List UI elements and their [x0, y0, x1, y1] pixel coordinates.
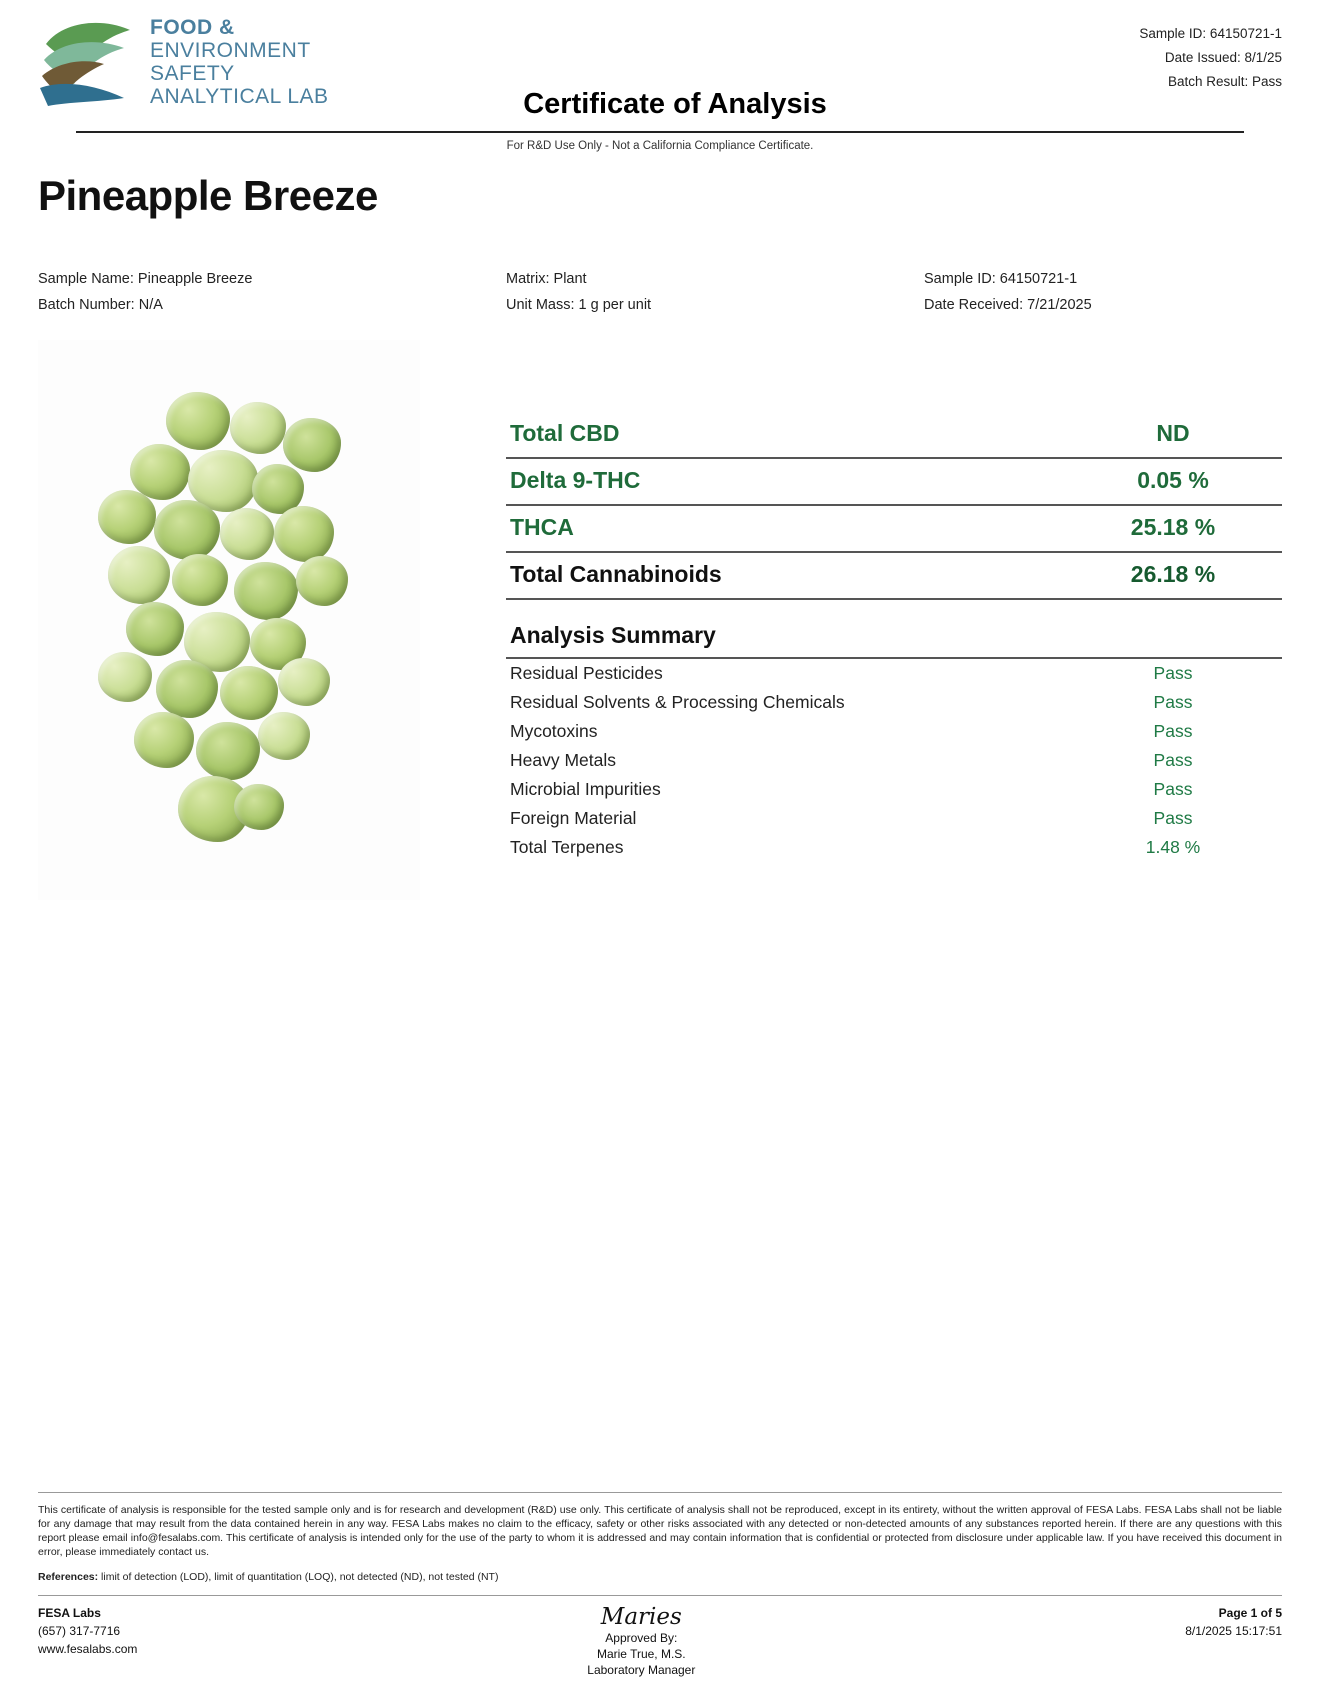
cannabinoid-row [506, 412, 1282, 459]
analysis-test-name: Total Terpenes [510, 837, 624, 857]
header-batch-result: Batch Result: Pass [1167, 74, 1282, 89]
date-received-field: Date Received: 7/21/2025 [924, 297, 1092, 313]
analysis-test-result: Pass [1153, 779, 1193, 799]
cannabinoid-label: THCA [510, 514, 574, 540]
sample-info-grid [38, 266, 1282, 318]
analysis-test-name: Heavy Metals [510, 750, 617, 770]
legal-disclaimer: This certificate of analysis is responsible for the tested sample only and is for research and development (R&D) use only. This certificate of analysis shall not be reproduced, except in its entirety, without the written approval of FESA Labs. FESA Labs shall not be liable for any damage that may result from the data contained herein in any way. FESA Labs makes no claim to the efficacy, safety or other risks associated with any detected or non-detected amounts of any substances reported herein. If there are any questions with this report please email info@fesalabs.com. This certificate of analysis is intended only for the use of the party to whom it is addressed and may contain information that is confidential or protected from disclosure under applicable law. If you have received this document in error, please immediately contact us. [38, 1504, 1282, 1558]
analysis-summary-row [506, 688, 1282, 717]
batch-number-field: Batch Number: N/A [38, 297, 163, 313]
analysis-test-result: 1.48 % [1145, 837, 1201, 857]
analysis-test-result: Pass [1153, 750, 1193, 770]
footer-timestamp: 8/1/2025 15:17:51 [1185, 1624, 1282, 1638]
footer-columns [38, 1604, 1282, 1678]
approved-by-label: Approved By: [605, 1631, 678, 1645]
analysis-summary-row [506, 746, 1282, 775]
cannabinoid-value: 0.05 % [1137, 467, 1209, 493]
analysis-test-result: Pass [1153, 663, 1193, 683]
logo-line-2: ENVIRONMENT [150, 39, 311, 62]
cannabinoid-value: ND [1156, 420, 1190, 446]
header-sample-id: Sample ID: 64150721-1 [1139, 26, 1282, 41]
total-cannabinoids-row [506, 553, 1282, 600]
footer-divider [38, 1595, 1282, 1596]
references-label: References: [38, 1571, 99, 1583]
analysis-summary-row [506, 717, 1282, 746]
footer-approval-block [587, 1604, 695, 1678]
legal-divider [38, 1492, 1282, 1493]
approver-name: Marie True, M.S. [596, 1647, 686, 1661]
unit-mass-field: Unit Mass: 1 g per unit [506, 297, 652, 313]
references-text: limit of detection (LOD), limit of quantitation (LOQ), not detected (ND), not tested (NT) [98, 1571, 499, 1583]
analysis-test-name: Residual Solvents & Processing Chemicals [510, 692, 845, 712]
analysis-test-name: Residual Pesticides [510, 663, 663, 683]
analysis-summary-row [506, 804, 1282, 833]
cannabinoid-row [506, 459, 1282, 506]
cannabinoid-value: 25.18 % [1130, 514, 1216, 540]
report-body [38, 340, 1282, 900]
sample-info-column-1 [38, 266, 506, 318]
sample-info-column-2 [506, 266, 924, 318]
approver-title: Laboratory Manager [587, 1663, 696, 1677]
sample-info-column-3 [924, 266, 1224, 318]
analysis-summary-row [506, 833, 1282, 862]
matrix-field: Matrix: Plant [506, 271, 587, 287]
analysis-test-name: Microbial Impurities [510, 779, 661, 799]
sample-name-heading: Pineapple Breeze [38, 172, 378, 219]
analysis-summary-heading: Analysis Summary [506, 622, 1282, 659]
total-cannabinoids-label: Total Cannabinoids [510, 561, 722, 587]
page-title [38, 88, 1282, 121]
analysis-summary-row [506, 659, 1282, 688]
page-number: Page 1 of 5 [1218, 1606, 1282, 1620]
references-line [38, 1571, 1282, 1583]
logo-line-3: SAFETY [150, 62, 235, 85]
logo-line-4: ANALYTICAL LAB [150, 85, 329, 108]
analysis-test-name: Mycotoxins [510, 721, 598, 741]
footer-phone: (657) 317-7716 [38, 1624, 121, 1638]
header-disclaimer: For R&D Use Only - Not a California Compliance Certificate. [506, 140, 814, 152]
footer-company-name: FESA Labs [38, 1606, 101, 1620]
page-title-text: Certificate of Analysis [523, 88, 827, 120]
logo-line-1: FOOD & [150, 16, 235, 39]
header-date-issued: Date Issued: 8/1/25 [1164, 50, 1282, 65]
sample-photo-column [38, 340, 458, 900]
footer-page-block [1185, 1604, 1282, 1640]
total-cannabinoids-value: 26.18 % [1130, 561, 1216, 587]
sample-id-field: Sample ID: 64150721-1 [924, 271, 1078, 287]
sample-photo [38, 340, 420, 900]
cannabinoid-label: Delta 9-THC [510, 467, 641, 493]
analysis-test-result: Pass [1153, 721, 1193, 741]
header-meta [1139, 22, 1282, 94]
cannabinoid-label: Total CBD [510, 420, 620, 446]
footer-website[interactable]: www.fesalabs.com [38, 1642, 138, 1656]
analysis-test-result: Pass [1153, 692, 1193, 712]
sample-name-field: Sample Name: Pineapple Breeze [38, 271, 253, 287]
analysis-test-result: Pass [1153, 808, 1193, 828]
footer-company-block [38, 1604, 137, 1658]
document-header [38, 0, 1282, 152]
analysis-test-name: Foreign Material [510, 808, 637, 828]
header-divider [76, 131, 1244, 133]
analysis-summary-row [506, 775, 1282, 804]
signature-image: Maries [600, 1604, 682, 1630]
results-column [458, 340, 1282, 900]
cannabinoid-row [506, 506, 1282, 553]
document-footer [38, 1492, 1282, 1678]
